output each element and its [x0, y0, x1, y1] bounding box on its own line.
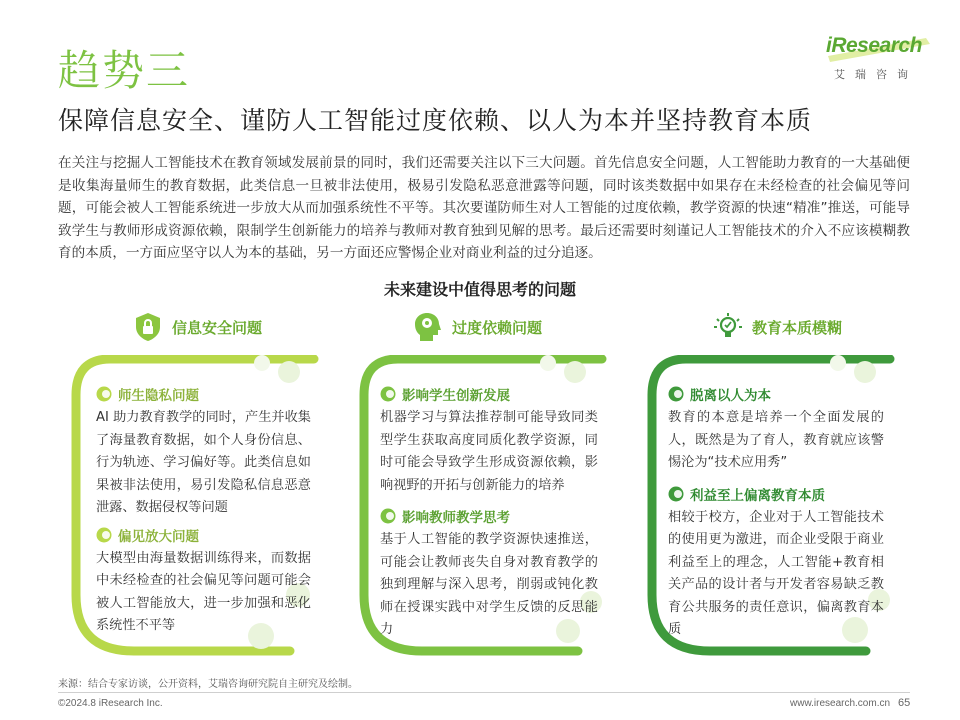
- card-body: [380, 383, 598, 642]
- item-text: 相较于校方，企业对于人工智能技术的使用更为激进，而企业受限于商业利益至上的理念，人工智能+教育相关产品的设计者与开发者容易缺乏教育公共服务的责任意识，偏离教育本质: [668, 509, 884, 637]
- decor-circle: [254, 355, 270, 371]
- logo-cn: 艾瑞咨询: [834, 68, 918, 81]
- bullet-icon: [96, 386, 112, 402]
- page-title: 趋势三: [58, 46, 191, 95]
- website-link[interactable]: www.iresearch.com.cn: [790, 698, 891, 709]
- item-title-row: [668, 483, 884, 505]
- item-text: 教育的本意是培养一个全面发展的人，既然是为了育人，教育就应该警惕沦为“技术应用秀”: [668, 410, 884, 470]
- item-text: 大模型由海量数据训练得来，而数据中未经检查的社会偏见等问题可能会被人工智能放大，进一步加强和恶化系统性不平等: [96, 550, 311, 633]
- column-header-essence: [712, 310, 842, 344]
- bullet-icon: [668, 486, 684, 502]
- item-title: 利益至上偏离教育本质: [690, 487, 825, 504]
- bullet-icon: [380, 386, 396, 402]
- intro-paragraph: 在关注与挖掘人工智能技术在教育领域发展前景的同时，我们还需要关注以下三大问题。首先信息安全问题，人工智能助力教育的一大基础便是收集海量师生的教育数据，此类信息一旦被非法使用，极易引发隐私恶意泄露等问题，同时该类数据中如果存在未经检查的社会偏见等问题，可能会被人工智能系统进一步放大从而加强系统性不平等。其次要谨防师生对人工智能的过度依赖，教学资源的快速“精准”推送，可能导致学生与教师形成资源依赖，限制学生创新能力的培养与教师对教育独到见解的思考。最后还需要时刻谨记人工智能技术的介入不应该模糊教育的本质，一方面应坚守以人为本的基础，另一方面还应警惕企业对商业利益的过分追逐。: [58, 155, 910, 261]
- decor-circle: [278, 361, 300, 383]
- decor-circle: [540, 355, 556, 371]
- decor-circle: [830, 355, 846, 371]
- lock-shield-icon: [132, 311, 164, 343]
- card-security: [70, 355, 328, 657]
- page-subtitle: 保障信息安全、谨防人工智能过度依赖、以人为本并坚持教育本质: [58, 106, 813, 135]
- card-body: [96, 383, 311, 638]
- bullet-icon: [380, 508, 396, 524]
- footer-divider: [58, 692, 910, 693]
- item-title: 影响教师教学思考: [402, 510, 510, 526]
- item-text: 机器学习与算法推荐制可能导致同类型学生获取高度同质化教学资源，同时可能会导致学生形成资源依赖，影响视野的开拓与创新能力的培养: [380, 410, 598, 493]
- lightbulb-icon: [712, 311, 744, 343]
- source-note: 来源：结合专家访谈，公开资料，艾瑞咨询研究院自主研究及绘制。: [58, 679, 358, 690]
- column-header-security: [132, 310, 262, 344]
- decor-circle: [854, 361, 876, 383]
- logo-text: iResearch: [826, 34, 922, 57]
- copyright: ©2024.8 iResearch Inc.: [58, 698, 163, 709]
- item-text: AI 助力教育教学的同时，产生并收集了海量教育数据，如个人身份信息、行为轨迹、学习偏好等。此类信息如果被非法使用，易引发隐私信息恶意泄露、数据侵权等问题: [96, 410, 311, 515]
- item-title: 师生隐私问题: [118, 388, 199, 404]
- card-dependency: [358, 355, 616, 657]
- column-header-label: 教育本质模糊: [752, 318, 843, 337]
- item-title-row: [96, 383, 311, 405]
- card-essence: [646, 355, 904, 657]
- iresearch-logo: [826, 34, 930, 80]
- item-title-row: [96, 524, 311, 546]
- decor-circle: [564, 361, 586, 383]
- item-title: 影响学生创新发展: [402, 388, 510, 404]
- column-header-label: 信息安全问题: [172, 318, 263, 337]
- item-title-row: [380, 383, 598, 405]
- item-title-row: [668, 383, 884, 405]
- page-number: 65: [898, 697, 911, 709]
- card-body: [668, 383, 884, 642]
- item-text: 基于人工智能的教学资源快速推送，可能会让教师丧失自身对教育教学的独到理解与深入思考，削弱或钝化教师在授课实践中对学生反馈的反思能力: [380, 532, 598, 637]
- head-gear-icon: [412, 311, 444, 343]
- item-title: 脱离以人为本: [690, 388, 771, 404]
- bullet-icon: [668, 386, 684, 402]
- item-title: 偏见放大问题: [118, 528, 199, 545]
- column-header-label: 过度依赖问题: [452, 318, 543, 337]
- column-header-dependency: [412, 310, 542, 344]
- section-title: 未来建设中值得思考的问题: [383, 280, 576, 299]
- bullet-icon: [96, 527, 112, 543]
- item-title-row: [380, 505, 598, 527]
